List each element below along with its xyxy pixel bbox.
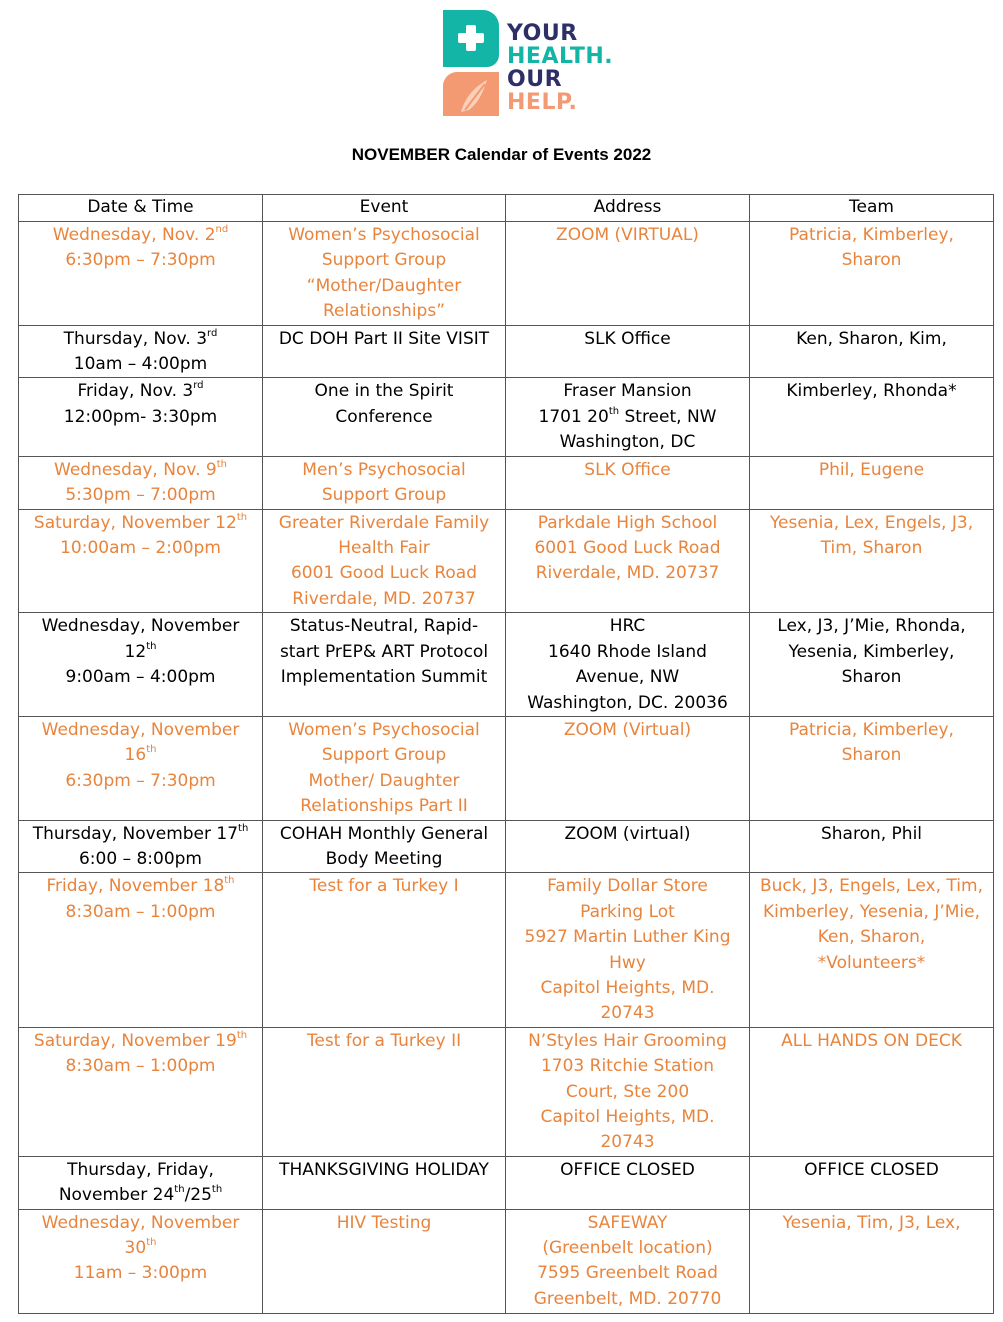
table-row (19, 1156, 994, 1209)
event-name-cell: One in the Spirit Conference (263, 378, 506, 456)
event-date-cell: Thursday, Nov. 3rd 10am – 4:00pm (19, 325, 263, 378)
logo-word-3: OUR (507, 67, 563, 92)
logo-word-2: HEALTH. (507, 44, 614, 69)
table-row (19, 716, 994, 820)
event-name-cell: COHAH Monthly General Body Meeting (263, 820, 506, 873)
event-address-cell: Fraser Mansion 1701 20th Street, NW Washington, DC (506, 378, 750, 456)
event-team-cell: Phil, Eugene (750, 456, 994, 509)
event-date-cell: Saturday, November 12th 10:00am – 2:00pm (19, 509, 263, 613)
table-row (19, 378, 994, 456)
event-date-cell: Wednesday, November 12th 9:00am – 4:00pm (19, 613, 263, 717)
event-name-cell: THANKSGIVING HOLIDAY (263, 1156, 506, 1209)
column-header-address: Address (506, 195, 750, 222)
event-name-cell: Men’s Psychosocial Support Group (263, 456, 506, 509)
table-row (19, 613, 994, 717)
event-address-cell: SAFEWAY (Greenbelt location) 7595 Greenbelt Road Greenbelt, MD. 20770 (506, 1209, 750, 1313)
table-row (19, 456, 994, 509)
event-address-cell: ZOOM (Virtual) (506, 716, 750, 820)
table-row (19, 820, 994, 873)
event-date-cell: Wednesday, Nov. 2nd 6:30pm – 7:30pm (19, 222, 263, 326)
event-address-cell: SLK Office (506, 456, 750, 509)
event-date-cell: Friday, November 18th 8:30am – 1:00pm (19, 873, 263, 1027)
event-address-cell: HRC 1640 Rhode Island Avenue, NW Washington, DC. 20036 (506, 613, 750, 717)
organization-logo (443, 10, 613, 118)
table-row (19, 325, 994, 378)
column-header-team: Team (750, 195, 994, 222)
event-name-cell: Test for a Turkey II (263, 1027, 506, 1156)
column-header-event: Event (263, 195, 506, 222)
event-team-cell: Kimberley, Rhonda* (750, 378, 994, 456)
event-team-cell: Lex, J3, J’Mie, Rhonda, Yesenia, Kimberley, Sharon (750, 613, 994, 717)
event-date-cell: Wednesday, November 30th 11am – 3:00pm (19, 1209, 263, 1313)
event-address-cell: Family Dollar Store Parking Lot 5927 Martin Luther King Hwy Capitol Heights, MD. 20743 (506, 873, 750, 1027)
event-date-cell: Thursday, November 17th 6:00 – 8:00pm (19, 820, 263, 873)
event-name-cell: Women’s Psychosocial Support Group Mother/ Daughter Relationships Part II (263, 716, 506, 820)
event-name-cell: Greater Riverdale Family Health Fair 6001 Good Luck Road Riverdale, MD. 20737 (263, 509, 506, 613)
event-team-cell: Patricia, Kimberley, Sharon (750, 716, 994, 820)
event-team-cell: Buck, J3, Engels, Lex, Tim, Kimberley, Yesenia, J’Mie, Ken, Sharon, *Volunteers* (750, 873, 994, 1027)
event-address-cell: N’Styles Hair Grooming 1703 Ritchie Station Court, Ste 200 Capitol Heights, MD. 20743 (506, 1027, 750, 1156)
event-date-cell: Saturday, November 19th 8:30am – 1:00pm (19, 1027, 263, 1156)
event-address-cell: ZOOM (VIRTUAL) (506, 222, 750, 326)
table-row (19, 509, 994, 613)
event-address-cell: OFFICE CLOSED (506, 1156, 750, 1209)
event-name-cell: Test for a Turkey I (263, 873, 506, 1027)
event-address-cell: Parkdale High School 6001 Good Luck Road Riverdale, MD. 20737 (506, 509, 750, 613)
event-date-cell: Thursday, Friday, November 24th/25th (19, 1156, 263, 1209)
logo-word-4: HELP. (507, 90, 578, 115)
event-team-cell: OFFICE CLOSED (750, 1156, 994, 1209)
event-name-cell: Status-Neutral, Rapid- start PrEP& ART Protocol Implementation Summit (263, 613, 506, 717)
table-row (19, 1209, 994, 1313)
event-date-cell: Wednesday, Nov. 9th 5:30pm – 7:00pm (19, 456, 263, 509)
event-address-cell: ZOOM (virtual) (506, 820, 750, 873)
events-table (18, 194, 994, 1314)
table-header-row (19, 195, 994, 222)
event-address-cell: SLK Office (506, 325, 750, 378)
event-team-cell: Sharon, Phil (750, 820, 994, 873)
column-header-date: Date & Time (19, 195, 263, 222)
event-team-cell: Patricia, Kimberley, Sharon (750, 222, 994, 326)
event-name-cell: Women’s Psychosocial Support Group “Mother/Daughter Relationships” (263, 222, 506, 326)
table-row (19, 1027, 994, 1156)
event-team-cell: Ken, Sharon, Kim, (750, 325, 994, 378)
event-date-cell: Friday, Nov. 3rd 12:00pm- 3:30pm (19, 378, 263, 456)
event-team-cell: Yesenia, Tim, J3, Lex, (750, 1209, 994, 1313)
table-row (19, 222, 994, 326)
table-row (19, 873, 994, 1027)
logo-word-1: YOUR (507, 21, 578, 46)
event-date-cell: Wednesday, November 16th 6:30pm – 7:30pm (19, 716, 263, 820)
event-name-cell: HIV Testing (263, 1209, 506, 1313)
page-title: NOVEMBER Calendar of Events 2022 (351, 145, 652, 164)
event-team-cell: Yesenia, Lex, Engels, J3, Tim, Sharon (750, 509, 994, 613)
event-name-cell: DC DOH Part II Site VISIT (263, 325, 506, 378)
event-team-cell: ALL HANDS ON DECK (750, 1027, 994, 1156)
